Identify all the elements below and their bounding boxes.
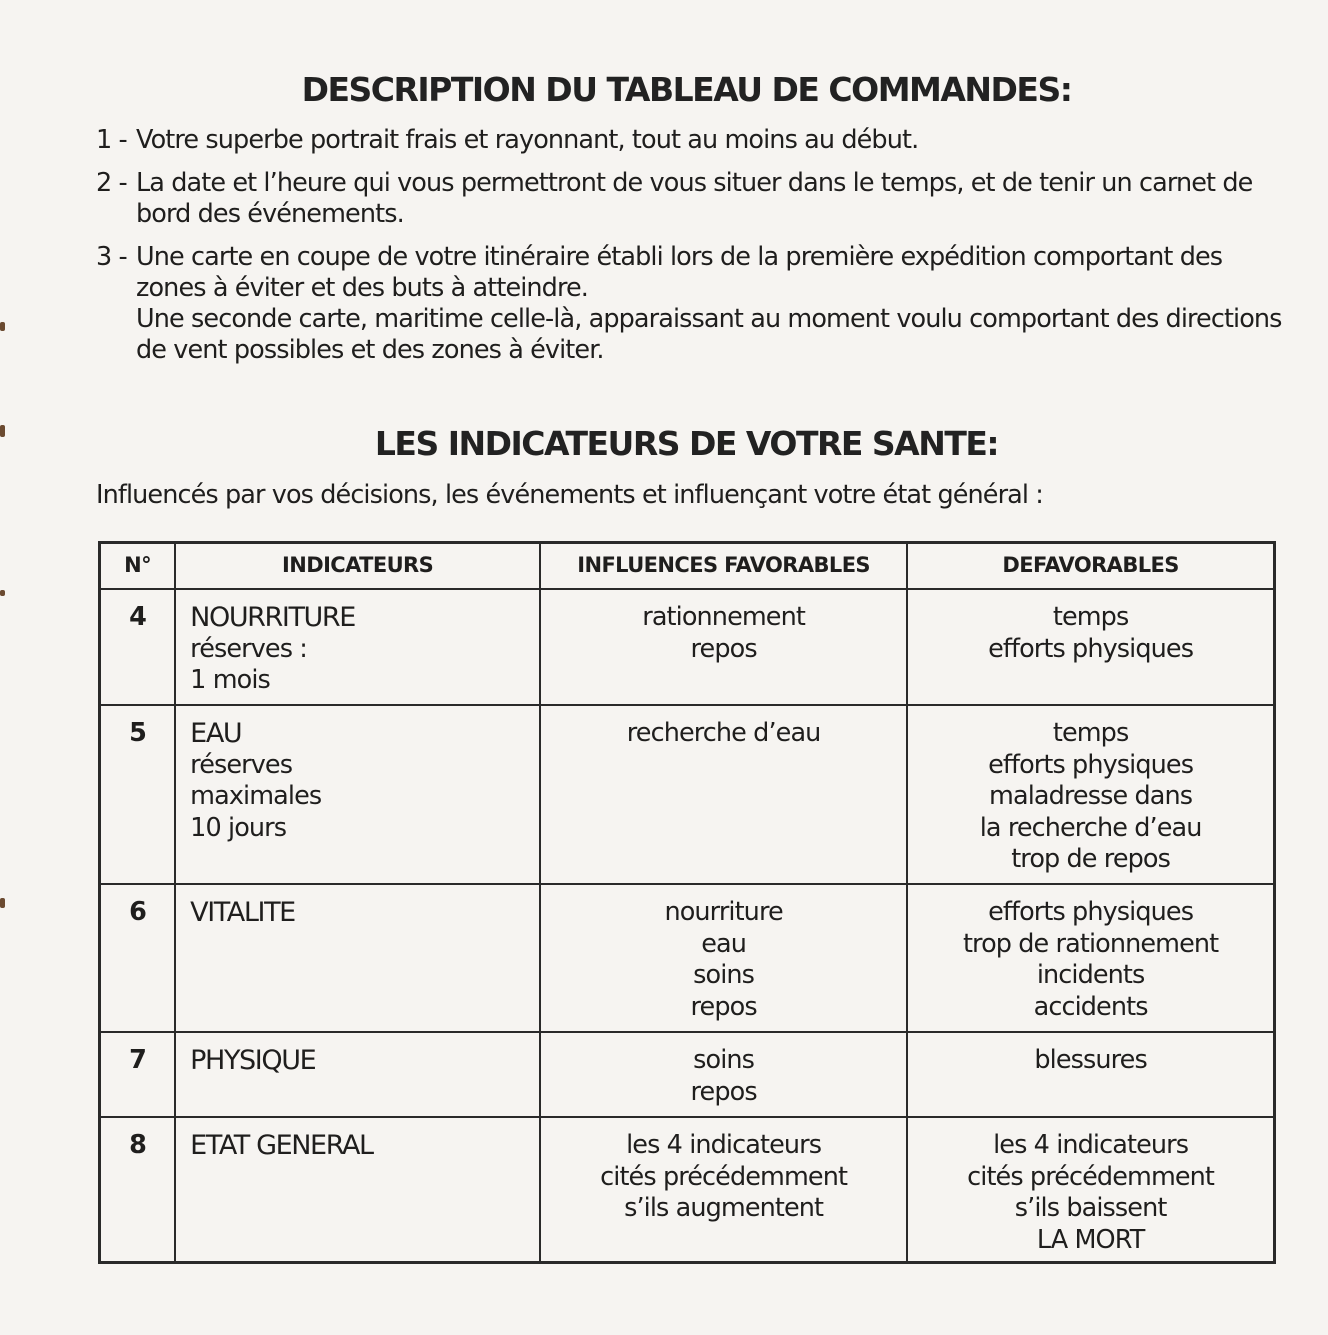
row-number: 4 — [100, 589, 176, 705]
unfavorable-item: efforts physiques — [988, 633, 1194, 664]
intro-text: Influencés par vos décisions, les événements et influençant votre état général : — [96, 480, 1043, 510]
indicator-name: PHYSIQUE — [190, 1045, 316, 1076]
item-text: Une seconde carte, maritime celle-là, apparaissant au moment voulu comportant des directions de vent possibles et des zones à éviter. — [136, 304, 1282, 365]
favorable-cell — [540, 1117, 907, 1262]
favorable-item: rationnement — [642, 602, 805, 632]
indicator-cell — [175, 589, 540, 705]
table-row — [100, 1032, 1275, 1117]
favorable-item: soins — [693, 1045, 755, 1075]
list-item — [96, 125, 1286, 156]
indicator-name: ETAT GENERAL — [190, 1130, 373, 1161]
indicators-table — [98, 541, 1276, 1264]
unfavorable-cell — [907, 589, 1274, 705]
favorable-cell — [540, 1032, 907, 1117]
header-unfavorable: DEFAVORABLES — [907, 543, 1274, 590]
item-text: Une carte en coupe de votre itinéraire établi lors de la première expédition comportant des zones à éviter et des buts à atteindre. — [136, 242, 1223, 303]
indicator-detail: réserves — [190, 749, 293, 780]
item-text: La date et l’heure qui vous permettront de vous situer dans le temps, et de tenir un carnet de bord des événements. — [136, 168, 1253, 229]
item-number: 2 - — [96, 168, 127, 198]
unfavorable-item: efforts physiques — [988, 897, 1194, 927]
item-number: 1 - — [96, 125, 127, 155]
indicator-name: NOURRITURE — [190, 602, 355, 633]
unfavorable-item: incidents — [1036, 960, 1145, 990]
unfavorable-item: les 4 indicateurs — [993, 1130, 1189, 1160]
list-item — [96, 168, 1286, 230]
indicator-detail: 10 jours — [190, 812, 287, 843]
indicator-name: EAU — [190, 718, 242, 749]
favorable-item: repos — [690, 633, 757, 664]
row-number: 5 — [100, 705, 176, 884]
unfavorable-cell — [907, 884, 1274, 1032]
item-text: Votre superbe portrait frais et rayonnant, tout au moins au début. — [136, 125, 919, 155]
header-number: N° — [100, 543, 176, 590]
unfavorable-item: temps — [1052, 718, 1129, 748]
unfavorable-cell — [907, 1032, 1274, 1117]
unfavorable-item: cités précédemment — [967, 1161, 1215, 1192]
unfavorable-item: s’ils baissent — [1014, 1193, 1167, 1223]
unfavorable-item: LA MORT — [1036, 1224, 1145, 1255]
unfavorable-item: maladresse dans — [989, 781, 1193, 811]
indicator-cell — [175, 884, 540, 1032]
indicator-name: VITALITE — [190, 897, 295, 928]
unfavorable-item: trop de repos — [1011, 844, 1170, 874]
unfavorable-item: temps — [1052, 602, 1129, 632]
favorable-item: recherche d’eau — [626, 718, 821, 748]
page-edge-mark — [0, 898, 5, 908]
indicator-cell — [175, 1117, 540, 1262]
favorable-item: repos — [690, 1076, 757, 1107]
favorable-cell — [540, 589, 907, 705]
table-header-row — [100, 543, 1275, 590]
indicator-detail: 1 mois — [190, 665, 270, 695]
indicator-detail: maximales — [190, 781, 322, 811]
table-row — [100, 884, 1275, 1032]
unfavorable-item: trop de rationnement — [962, 928, 1219, 959]
row-number: 6 — [100, 884, 176, 1032]
description-list — [96, 125, 1286, 378]
favorable-item: s’ils augmentent — [624, 1193, 824, 1223]
favorable-item: les 4 indicateurs — [626, 1130, 822, 1160]
table-row — [100, 589, 1275, 705]
unfavorable-item: efforts physiques — [988, 749, 1194, 780]
table-row — [100, 1117, 1275, 1262]
indicator-cell — [175, 705, 540, 884]
unfavorable-item: la recherche d’eau — [979, 812, 1202, 843]
item-number: 3 - — [96, 242, 127, 272]
favorable-item: nourriture — [664, 897, 783, 927]
unfavorable-cell — [907, 705, 1274, 884]
unfavorable-cell — [907, 1117, 1274, 1262]
favorable-item: soins — [693, 960, 755, 990]
unfavorable-item: accidents — [1033, 991, 1148, 1022]
page-edge-mark — [0, 590, 5, 596]
table-row — [100, 705, 1275, 884]
favorable-item: repos — [690, 991, 757, 1022]
row-number: 8 — [100, 1117, 176, 1262]
favorable-item: cités précédemment — [600, 1161, 848, 1192]
indicator-cell — [175, 1032, 540, 1117]
favorable-cell — [540, 705, 907, 884]
header-indicators: INDICATEURS — [175, 543, 540, 590]
page-edge-mark — [0, 322, 5, 331]
unfavorable-item: blessures — [1034, 1045, 1147, 1075]
header-favorable: INFLUENCES FAVORABLES — [540, 543, 907, 590]
list-item — [96, 242, 1286, 366]
favorable-item: eau — [701, 928, 746, 959]
favorable-cell — [540, 884, 907, 1032]
indicator-detail: réserves : — [190, 633, 308, 664]
page-title: DESCRIPTION DU TABLEAU DE COMMANDES: — [301, 70, 1072, 109]
section-title: LES INDICATEURS DE VOTRE SANTE: — [374, 424, 999, 463]
row-number: 7 — [100, 1032, 176, 1117]
